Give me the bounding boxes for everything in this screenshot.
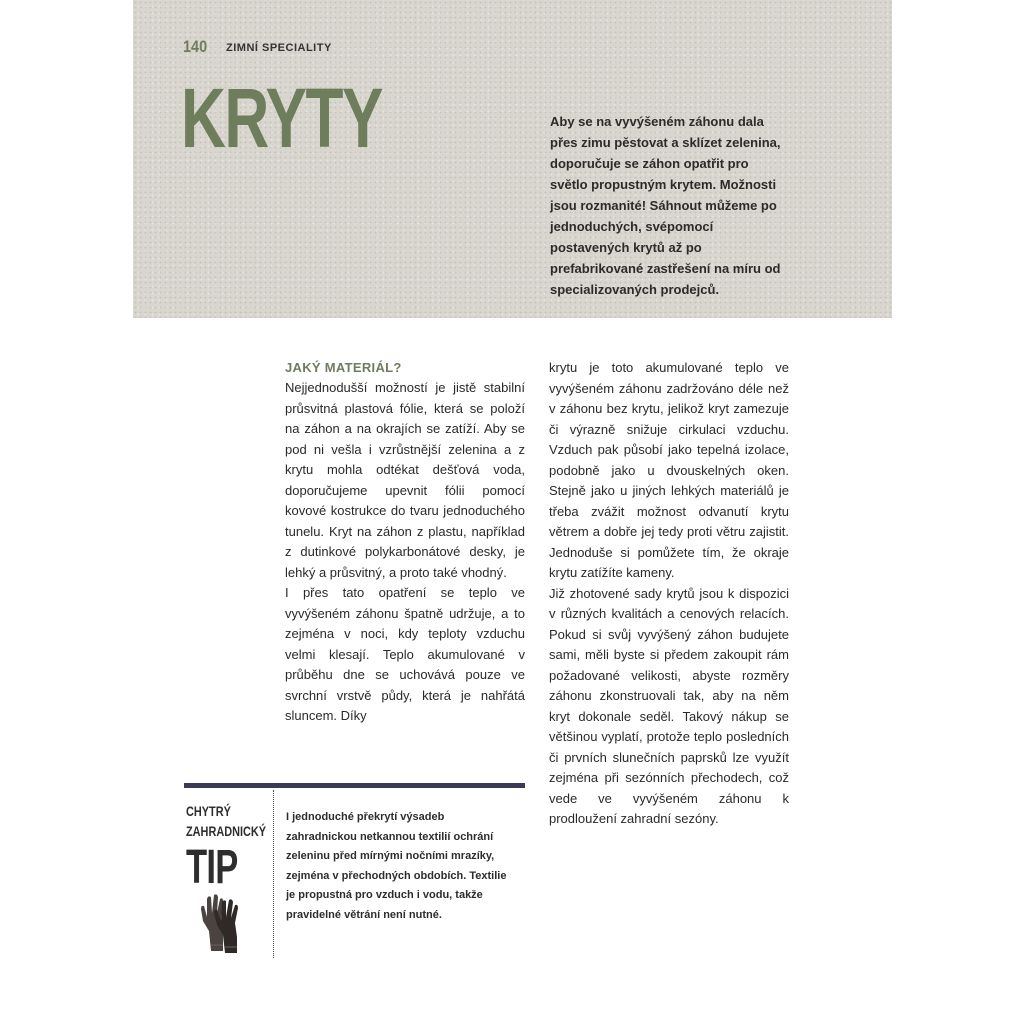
article-column-1 [285, 358, 525, 727]
section-name: ZIMNÍ SPECIALITY [226, 42, 332, 54]
article-paragraph: Již zhotovené sady krytů jsou k dispozici v různých kvalitách a cenových relacích. Pokud si svůj vyvýšený záhon budujete sami, měli byste si předem zakoupit rám požadované velikosti, abyste rozměry záhonu zkonstruovali tak, aby na něm kryt dokonale seděl. Takový nákup se většinou vyplatí, protože teplo posledních či prvních slunečních paprsků lze využít zejména při sezónních přechodech, což vede ve vyvýšeném záhonu k prodloužení zahradní sezóny. [549, 585, 789, 826]
article-paragraph: krytu je toto akumulované teplo ve vyvýšeném záhonu zadržováno déle než v záhonu bez krytu, jelikož kryt zamezuje či výrazně snižuje cirkulaci vzduchu. Vzduch pak působí jako tepelná izolace, podobně jako u dvouskelných oken. Stejně jako u jiných lehkých materiálů je třeba zvážit možnost odvanutí krytu větrem a dobře jej tedy proti větru zajistit. Jednoduše si pomůžete tím, že okraje krytu zatížíte kameny. [549, 360, 789, 580]
article-column-2 [549, 358, 789, 830]
tip-text: I jednoduché překrytí výsadeb zahradnickou netkannou textilií ochrání zeleninu před mírnými nočními mrazíky, zejména v přechodných obdobích. Textilie je propustná pro vzduch i vodu, takže pravidelné větrání není nutné. [286, 811, 507, 921]
gloves-icon [189, 891, 243, 955]
page-number: 140 [183, 37, 208, 56]
tip-label-big: TIP [186, 841, 238, 894]
article-paragraph: Nejjednodušší možností je jistě stabilní průsvitná plastová fólie, která se položí na záhon a na okrajích se zatíží. Aby se pod ni vešla i vzrůstnější zelenina a z krytu mohla odtékat dešťová voda, doporučujeme upevnit fólii pomocí kovové kostrukce do tvaru jednoduchého tunelu. Kryt na záhon z plastu, například z dutinkové polykarbonátové desky, je lehký a průsvitný, a proto také vhodný. [285, 380, 525, 580]
intro-paragraph: Aby se na vyvýšeném záhonu dala přes zimu pěstovat a sklízet zelenina, doporučuje se záhon opatřit pro světlo propustným krytem. Možnosti jsou rozmanité! Sáhnout můžeme po jednoduchých, svépomocí postavených krytů až po prefabrikované zastřešení na míru od specializovaných prodejců. [550, 114, 781, 297]
page-title: KRYTY [181, 71, 382, 165]
tip-label-line1: CHYTRÝ [186, 803, 231, 819]
tip-label-line2: ZAHRADNICKÝ [186, 823, 267, 839]
tip-divider [273, 790, 274, 958]
article-subheading: JAKÝ MATERIÁL? [285, 360, 402, 375]
article-paragraph: I přes tato opatření se teplo ve vyvýšeném záhonu špatně udržuje, a to zejména v noci, kdy teploty vzduchu velmi klesají. Teplo akumulované v průběhu dne se uchovává pouze ve svrchní vrstvě půdy, která je nahřátá sluncem. Díky [285, 585, 525, 723]
tip-top-rule [184, 783, 525, 788]
